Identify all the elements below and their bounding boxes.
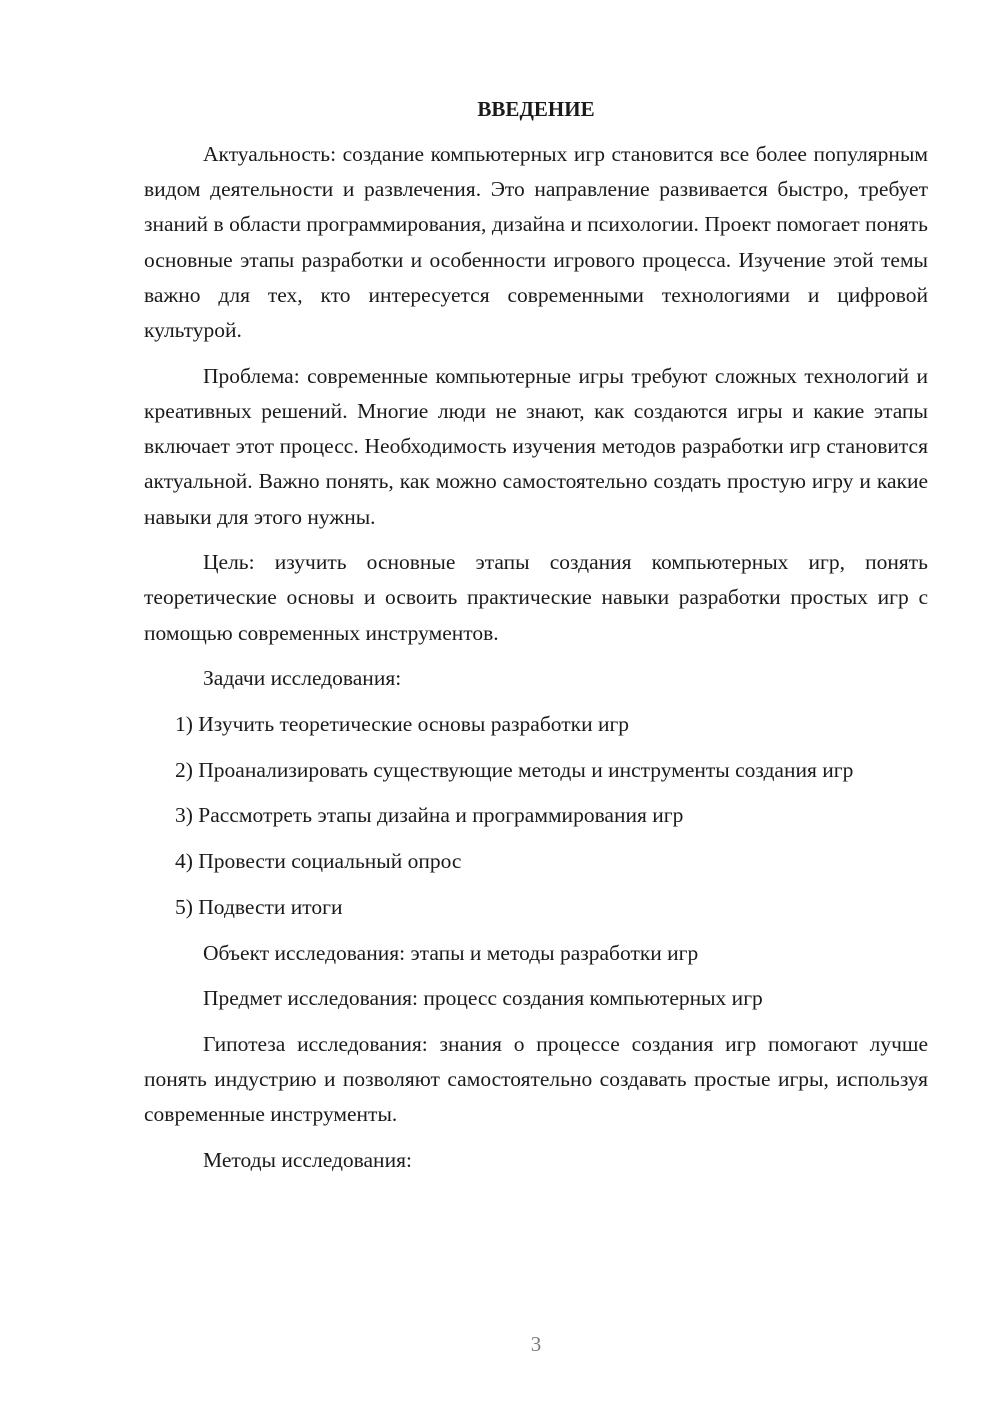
page-title: ВВЕДЕНИЕ [477,97,595,121]
document-page [144,92,928,1189]
methods-heading: Методы исследования: [203,1148,412,1173]
hypothesis-paragraph: Гипотеза исследования: знания о процессе создания игр помогают лучше понять индустрию и позволяют самостоятельно создавать простые игры, используя современные инструменты. [144,1031,928,1127]
task-item: 4) Провести социальный опрос [175,849,462,874]
relevance-paragraph: Актуальность: создание компьютерных игр становится все более популярным видом деятельности и развлечения. Это направление развивается быстро, требует знаний в области программирования, дизайна и психологии. Проект помогает понять основные этапы разработки и особенности игрового процесса. Изучение этой темы важно для тех, кто интересуется современными технологиями и цифровой культурой. [144,142,928,343]
goal-paragraph: Цель: изучить основные этапы создания компьютерных игр, понять теоретические основы и освоить практические навыки разработки простых игр с помощью современных инструментов. [144,550,928,645]
problem-paragraph: Проблема: современные компьютерные игры требуют сложных технологий и креативных решений. Многие люди не знают, как создаются игры и какие этапы включает этот процесс. Необходимость изучения методов разработки игр становится актуальной. Важно понять, как можно самостоятельно создать простую игру и какие навыки для этого нужны. [144,363,928,529]
task-item: 2) Проанализировать существующие методы и инструменты создания игр [175,757,854,782]
page-number: 3 [530,1332,542,1356]
object-paragraph: Объект исследования: этапы и методы разработки игр [203,940,699,965]
tasks-heading: Задачи исследования: [203,666,402,691]
subject-paragraph: Предмет исследования: процесс создания компьютерных игр [203,986,763,1011]
task-item: 1) Изучить теоретические основы разработки игр [175,712,630,737]
task-item: 3) Рассмотреть этапы дизайна и программирования игр [175,803,684,828]
task-item: 5) Подвести итоги [175,894,343,919]
